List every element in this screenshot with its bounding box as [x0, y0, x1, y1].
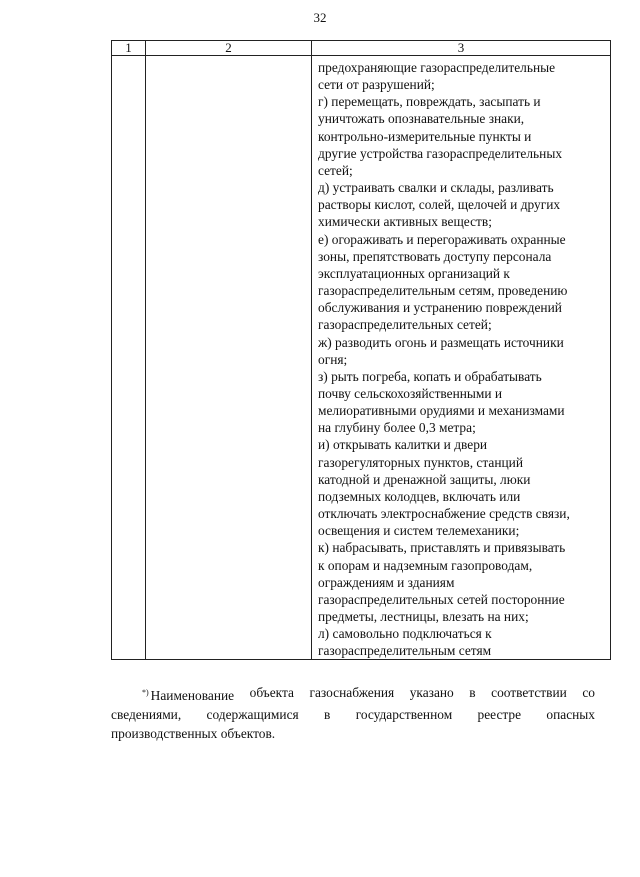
column-header-3: 3 [312, 41, 611, 56]
column-header-2: 2 [146, 41, 312, 56]
footnote-word: объекта [249, 685, 294, 700]
text-line: ж) разводить огонь и размещать источники [318, 334, 564, 350]
text-line: к опорам и надземным газопроводам, [318, 557, 533, 573]
table-header-row [112, 41, 611, 56]
footnote [111, 683, 595, 743]
footnote-word: указано [409, 685, 454, 700]
footnote-word: со [582, 685, 595, 700]
text-line: на глубину более 0,3 метра; [318, 420, 476, 436]
text-line: предметы, лестницы, влезать на них; [318, 609, 529, 624]
footnote-first-word [142, 683, 234, 705]
footnote-word: опасных [546, 707, 595, 722]
text-line: газораспределительным сетям, проведению [318, 283, 568, 299]
text-line: и) открывать калитки и двери [318, 437, 488, 453]
footnote-word: соответствии [491, 685, 567, 700]
page-number: 32 [313, 10, 327, 25]
text-line: уничтожать опознавательные знаки, [318, 111, 525, 127]
table-cell-col3 [312, 56, 611, 660]
text-line: газораспределительных сетей посторонние [318, 591, 565, 607]
footnote-word: в [469, 685, 476, 700]
text-line: освещения и систем телемеханики; [318, 523, 520, 539]
text-line: газораспределительным сетям [318, 643, 492, 659]
text-line: газорегуляторных пунктов, станций [318, 454, 524, 470]
footnote-marker: *) [142, 688, 149, 697]
text-line: предохраняющие газораспределительные [318, 60, 556, 75]
text-line: эксплуатационных организаций к [318, 265, 510, 281]
footnote-word: в [324, 707, 331, 722]
footnote-word: содержащимися [206, 707, 299, 722]
footnote-word: реестре [477, 707, 522, 722]
footnote-line-2 [111, 705, 595, 724]
text-line: растворы кислот, солей, щелочей и других [318, 197, 561, 213]
text-line: д) устраивать свалки и склады, разливать [318, 180, 554, 196]
table-row [112, 56, 611, 660]
text-line: катодной и дренажной защиты, люки [318, 471, 531, 487]
text-line: почву сельскохозяйственными и [318, 385, 503, 401]
text-line: обслуживания и устранению повреждений [318, 300, 562, 316]
text-line: сети от разрушений; [318, 77, 435, 93]
text-line: к) набрасывать, приставлять и привязывать [318, 540, 566, 556]
text-line: сетей; [318, 162, 353, 178]
text-line: газораспределительных сетей; [318, 317, 492, 333]
footnote-word: государственном [355, 707, 453, 722]
footnote-line-1 [111, 683, 595, 705]
footnote-line-3: производственных объектов. [111, 726, 276, 741]
text-line: огня; [318, 351, 348, 367]
text-line: г) перемещать, повреждать, засыпать и [318, 94, 541, 110]
document-table [111, 40, 611, 660]
text-line: з) рыть погреба, копать и обрабатывать [318, 368, 542, 384]
text-line: подземных колодцев, включать или [318, 488, 521, 504]
text-line: отключать электроснабжение средств связи, [318, 506, 570, 522]
footnote-word: газоснабжения [309, 685, 395, 700]
table-cell-col2 [146, 56, 312, 660]
text-line: химически активных веществ; [318, 214, 492, 230]
text-line: зоны, препятствовать доступу персонала [318, 248, 552, 264]
footnote-word: Наименование [150, 688, 235, 703]
text-line: е) огораживать и перегораживать охранные [318, 231, 566, 247]
text-line: л) самовольно подключаться к [318, 626, 492, 642]
prohibitions-list-text [312, 56, 610, 659]
footnote-word: сведениями, [111, 707, 182, 722]
text-line: мелиоративными орудиями и механизмами [318, 403, 565, 419]
text-line: другие устройства газораспределительных [318, 145, 563, 161]
table-cell-col1 [112, 56, 146, 660]
column-header-1: 1 [112, 41, 146, 56]
text-line: контрольно-измерительные пункты и [318, 128, 532, 144]
text-line: ограждениям и зданиям [318, 574, 455, 590]
